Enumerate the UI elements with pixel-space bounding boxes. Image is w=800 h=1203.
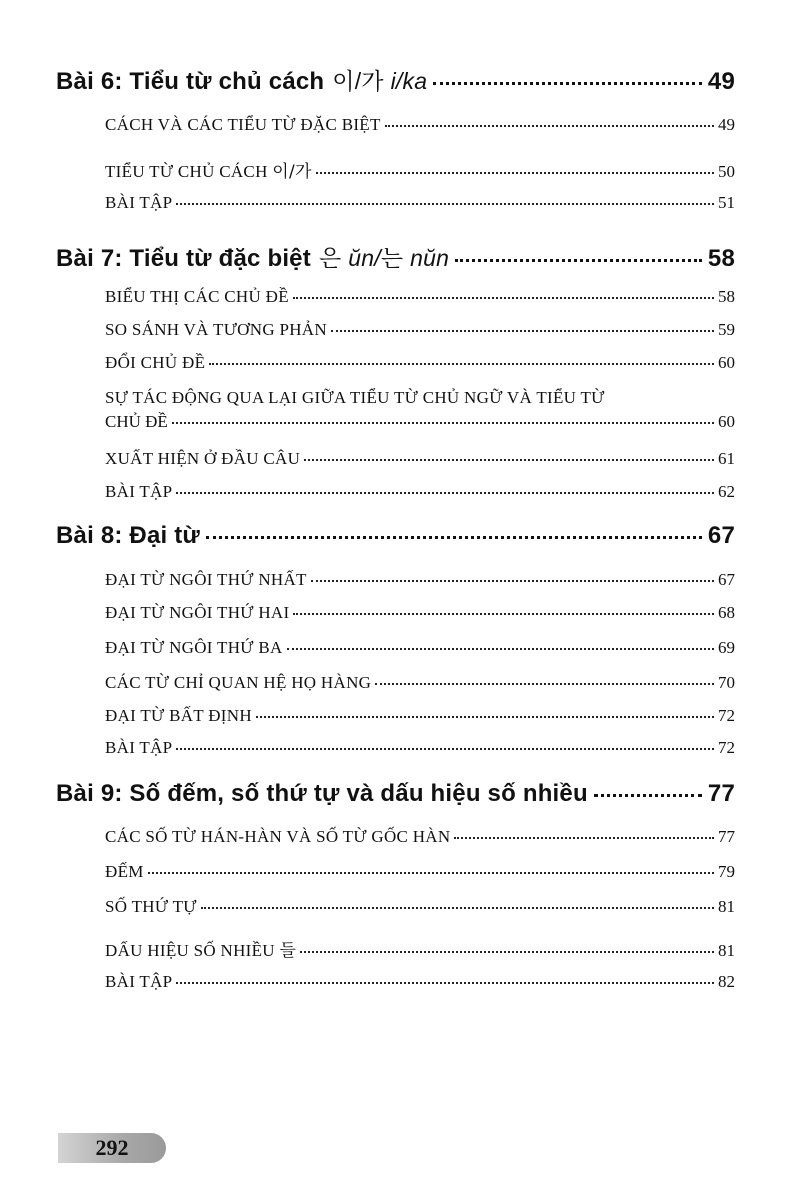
dot-leader [176,982,714,984]
lesson-page-number: 58 [707,245,735,272]
toc-entry[interactable]: SỰ TÁC ĐỘNG QUA LẠI GIỮA TIỂU TỪ CHỦ NGỮ VÀ TIỂU TỪ CHỦ ĐỀ 60 [105,388,735,431]
dot-leader [293,297,714,299]
dot-leader [293,613,714,615]
toc-entry[interactable]: XUẤT HIỆN Ở ĐẦU CÂU 61 [105,449,735,468]
dot-leader [256,716,714,718]
dot-leader [148,872,714,874]
toc-entry[interactable]: BIỂU THỊ CÁC CHỦ ĐỀ 58 [105,287,735,306]
toc-entry[interactable]: CÁC TỪ CHỈ QUAN HỆ HỌ HÀNG 70 [105,673,735,692]
dot-leader [304,459,714,461]
toc-entry[interactable]: CÁC SỐ TỪ HÁN-HÀN VÀ SỐ TỪ GỐC HÀN 77 [105,827,735,846]
dot-leader [433,82,702,85]
lesson-page-number: 49 [707,68,735,95]
toc-entry[interactable]: SỐ THỨ TỰ 81 [105,897,735,916]
dot-leader [385,125,714,127]
dot-leader [455,259,702,262]
toc-entry[interactable]: DẤU HIỆU SỐ NHIỀU 들 81 [105,941,735,961]
dot-leader [206,536,702,539]
dot-leader [316,172,714,174]
lesson-page-number: 67 [707,522,735,549]
dot-leader [172,422,714,424]
dot-leader [300,951,714,953]
dot-leader [209,363,714,365]
dot-leader [176,748,714,750]
lesson-title: Bài 8: Đại từ [56,522,201,549]
lesson-title: Bài 9: Số đếm, số thứ tự và dấu hiệu số nhiều [56,780,588,807]
toc-entry[interactable]: BÀI TẬP 72 [105,738,735,757]
toc-entry[interactable]: BÀI TẬP 51 [105,193,735,212]
toc-entry[interactable]: BÀI TẬP 82 [105,972,735,991]
page-number-badge [58,1133,166,1163]
dot-leader [176,203,714,205]
dot-leader [287,648,714,650]
dot-leader [594,794,702,797]
toc-entry[interactable]: CÁCH VÀ CÁC TIỂU TỪ ĐẶC BIỆT 49 [105,115,735,134]
toc-entry[interactable]: ĐẠI TỪ NGÔI THỨ HAI 68 [105,603,735,622]
lesson-title: Bài 6: Tiểu từ chủ cách 이/가 i/ka [56,68,428,95]
lesson-page-number: 77 [707,780,735,807]
dot-leader [375,683,714,685]
toc-entry[interactable]: ĐỔI CHỦ ĐỀ 60 [105,353,735,372]
toc-entry[interactable]: SO SÁNH VÀ TƯƠNG PHẢN 59 [105,320,735,339]
dot-leader [454,837,714,839]
lesson-8-heading[interactable] [56,522,735,550]
toc-entry[interactable]: ĐẠI TỪ NGÔI THỨ NHẤT 67 [105,570,735,589]
dot-leader [331,330,714,332]
dot-leader [311,580,714,582]
lesson-9-heading[interactable] [56,780,735,808]
toc-entry[interactable]: ĐẾM 79 [105,862,735,881]
dot-leader [176,492,714,494]
lesson-title: Bài 7: Tiểu từ đặc biệt 은 ŭn/는 nŭn [56,245,450,272]
toc-entry[interactable]: BÀI TẬP 62 [105,482,735,501]
lesson-6-heading[interactable] [56,63,735,96]
page-number: 292 [95,1135,129,1160]
dot-leader [201,907,714,909]
lesson-7-heading[interactable] [56,240,735,273]
toc-entry[interactable]: TIỂU TỪ CHỦ CÁCH 이/가 50 [105,162,735,182]
toc-entry[interactable]: ĐẠI TỪ NGÔI THỨ BA 69 [105,638,735,657]
toc-entry[interactable]: ĐẠI TỪ BẤT ĐỊNH 72 [105,706,735,725]
